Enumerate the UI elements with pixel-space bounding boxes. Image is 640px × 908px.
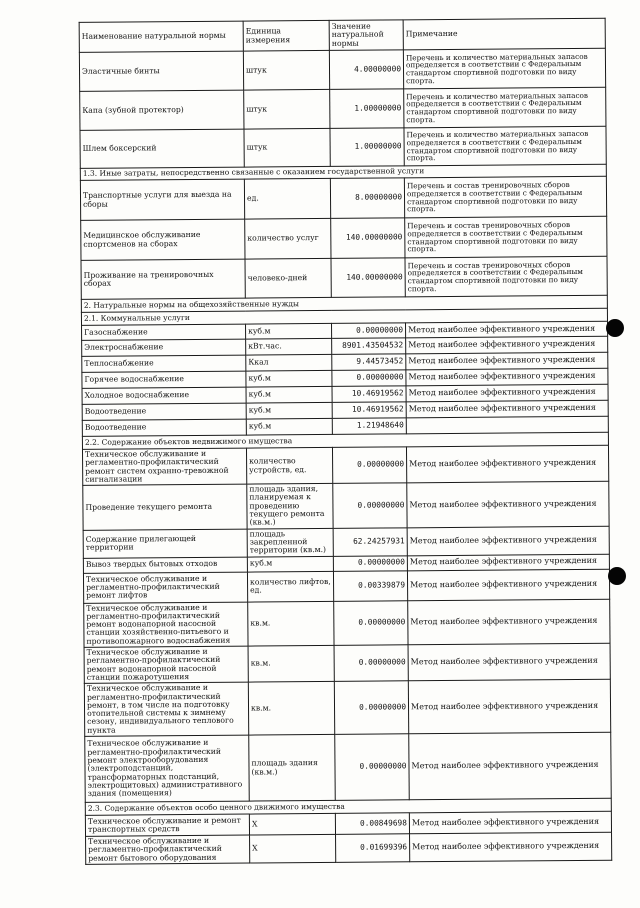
row-unit: площадь здания, планируемая к проведению текущего ремонта (кв.м.)	[247, 484, 333, 529]
row-unit: куб.м	[246, 323, 332, 339]
table-row	[80, 176, 606, 220]
row-value: 9.44573452	[332, 354, 406, 371]
row-unit: штук	[243, 50, 329, 90]
row-note: Метод наиболее эффективного учреждения	[409, 811, 611, 834]
row-value: 140.00000000	[331, 218, 405, 259]
row-name: Медицинское обслуживание спортсменов на сборах	[81, 219, 245, 260]
norms-table	[79, 18, 613, 865]
row-name: Техническое обслуживание и регламентно-профилактический ремонт водонапорной насосной станции пожаротушения	[84, 646, 248, 683]
row-value: 0.00339879	[333, 570, 407, 601]
row-note: Метод наиболее эффективного учреждения	[409, 732, 612, 800]
row-unit: кВт.час.	[246, 338, 332, 355]
row-note: Перечень и количество материальных запасов определяется в соответствии с Федеральным стандартом спортивной подготовки по виду спорта.	[404, 126, 606, 166]
header-name: Наименование натуральной нормы	[79, 21, 243, 52]
row-note: Метод наиболее эффективного учреждения	[410, 832, 612, 861]
row-name: Газоснабжение	[82, 324, 246, 340]
row-value: 140.00000000	[331, 258, 405, 298]
header-unit: Единица измерения	[243, 20, 329, 51]
row-note: Перечень и количество материальных запасов определяется в соответствии с Федеральным стандартом спортивной подготовки по виду спорта.	[404, 87, 606, 128]
table-row	[79, 48, 605, 91]
row-unit: ед.	[244, 178, 330, 219]
row-name: Проживание на тренировочных сборах	[81, 259, 245, 299]
row-value: 1.00000000	[330, 89, 404, 129]
row-name: Содержание прилегающей территории	[83, 529, 247, 558]
section-2-3-title: 2.3. Содержание объектов особо ценного движимого имущества	[85, 798, 611, 815]
row-unit: куб.м	[246, 386, 332, 403]
section-1-3-title: 1.3. Иные затраты, непосредственно связанные с оказанием государственной услуги	[80, 164, 606, 180]
row-note: Метод наиболее эффективного учреждения	[406, 336, 608, 354]
row-unit: куб.м	[246, 402, 332, 419]
row-note: Метод наиболее эффективного учреждения	[407, 569, 609, 601]
punch-hole-upper	[606, 319, 624, 337]
table-row	[80, 126, 606, 168]
section-2-2-title: 2.2. Содержание объектов недвижимого имущества	[82, 432, 608, 449]
row-unit: площадь здания (кв.м.)	[249, 734, 336, 801]
row-value: 4.00000000	[329, 50, 403, 90]
table-row	[83, 569, 609, 603]
row-unit: количество услуг	[245, 218, 331, 259]
row-value: 8901.43504532	[332, 338, 406, 355]
table-row	[80, 87, 606, 130]
row-unit: кв.м.	[248, 601, 334, 646]
row-note: Метод наиболее эффективного учреждения	[406, 384, 608, 402]
row-name: Капа (зубной протектор)	[80, 90, 244, 130]
table-row	[84, 679, 610, 736]
table-row	[83, 481, 609, 530]
row-unit: куб.м	[246, 370, 332, 387]
row-note: Метод наиболее эффективного учреждения	[408, 599, 610, 645]
row-note: Метод наиболее эффективного учреждения	[408, 679, 610, 733]
row-unit: штук	[244, 89, 330, 129]
row-name: Техническое обслуживание и регламентно-профилактический ремонт лифтов	[83, 572, 247, 603]
header-value: Значение натуральной нормы	[329, 20, 403, 51]
row-value: 0.00000000	[335, 734, 410, 801]
row-note: Перечень и состав тренировочных сборов определяется в соответствии с Федеральным стандартом спортивной подготовки по виду спорта.	[404, 176, 606, 218]
row-value: 0.00849698	[335, 813, 409, 835]
row-unit: Х	[250, 834, 336, 863]
row-value: 0.00000000	[332, 447, 406, 484]
row-name: Водоотведение	[82, 403, 246, 420]
row-name: Техническое обслуживание и регламентно-профилактический ремонт электрооборудования (электроподстанций, трансформаторных подстанций, электрощитовых) административного здания (помещения)	[85, 735, 250, 802]
table-row	[85, 732, 612, 802]
section-2-title: 2. Натуральные нормы на общехозяйственные нужды	[81, 295, 607, 312]
row-note: Метод наиболее эффективного учреждения	[407, 481, 609, 527]
row-note: Метод наиболее эффективного учреждения	[406, 400, 608, 418]
row-unit: количество лифтов, ед.	[247, 571, 333, 602]
row-value: 8.00000000	[330, 178, 404, 219]
row-value: 0.01699396	[336, 834, 410, 862]
row-name: Теплоснабжение	[82, 355, 246, 372]
row-unit: куб.м	[247, 556, 333, 572]
row-value: 1.00000000	[330, 128, 404, 167]
row-name: Транспортные услуги для выезда на сборы	[80, 179, 244, 220]
row-note	[406, 416, 608, 434]
row-name: Эластичные бинты	[79, 51, 243, 91]
row-name: Водоотведение	[82, 419, 246, 436]
row-value: 1.21948640	[332, 418, 406, 435]
table-header-row	[79, 18, 605, 52]
row-name: Проведение текущего ремонта	[83, 484, 247, 530]
row-unit: куб.м	[246, 418, 332, 435]
row-note: Метод наиболее эффективного учреждения	[406, 368, 608, 386]
row-value: 0.00000000	[334, 645, 408, 682]
row-name: Техническое обслуживание и регламентно-профилактический ремонт водонапорной насосной станции хозяйственно-питьевого и противопожарного водоснабжения	[84, 602, 248, 648]
row-unit: штук	[244, 128, 330, 167]
table-row	[84, 599, 610, 648]
punch-hole-lower	[608, 567, 626, 585]
row-unit: человеко-дней	[245, 258, 331, 298]
row-name: Техническое обслуживание и регламентно-профилактический ремонт систем охранно-тревожной сигнализации	[82, 448, 246, 485]
row-note: Перечень и состав тренировочных сборов определяется в соответствии с Федеральным стандартом спортивной подготовки по виду спорта.	[405, 256, 607, 297]
table-row	[83, 526, 609, 558]
header-note: Примечание	[403, 18, 605, 50]
row-name: Вывоз твердых бытовых отходов	[83, 557, 247, 573]
row-value: 0.00000000	[334, 600, 408, 645]
row-note: Метод наиболее эффективного учреждения	[406, 445, 608, 483]
row-name: Техническое обслуживание и регламентно-профилактический ремонт, в том числе на подготовку отопительной системы к зимнему сезону, индивидуального теплового пункта	[84, 682, 248, 736]
row-note: Перечень и количество материальных запасов определяется в соответствии с Федеральным стандартом спортивной подготовки по виду спорта.	[403, 48, 605, 89]
row-note: Метод наиболее эффективного учреждения	[407, 526, 609, 555]
table-row	[86, 832, 612, 864]
table-row	[82, 445, 608, 485]
table-row	[84, 643, 610, 683]
row-value: 62.24257931	[333, 527, 407, 555]
row-name: Техническое обслуживание и регламентно-профилактический ремонт бытового оборудования	[86, 835, 250, 864]
row-name: Электроснабжение	[82, 339, 246, 356]
table-row	[81, 216, 607, 260]
row-value: 10.46919562	[332, 402, 406, 419]
row-value: 10.46919562	[332, 386, 406, 403]
row-unit: кв.м.	[248, 682, 334, 735]
row-name: Шлем боксерский	[80, 129, 244, 168]
row-value: 0.00000000	[333, 483, 407, 528]
row-unit: количество устройств, ед.	[246, 447, 332, 484]
row-unit: кв.м.	[248, 645, 334, 682]
row-value: 0.00000000	[332, 370, 406, 387]
row-unit: Х	[249, 813, 335, 835]
row-name: Техническое обслуживание и ремонт транспортных средств	[85, 814, 249, 836]
row-note: Перечень и состав тренировочных сборов определяется в соответствии с Федеральным стандартом спортивной подготовки по виду спорта.	[405, 216, 607, 258]
row-unit: площадь закрепленной территории (кв.м.)	[247, 528, 333, 557]
row-value: 0.00000000	[333, 555, 407, 571]
row-name: Холодное водоснабжение	[82, 387, 246, 404]
row-note: Метод наиболее эффективного учреждения	[406, 352, 608, 370]
row-name: Горячее водоснабжение	[82, 371, 246, 388]
section-2-1-title: 2.1. Коммунальные услуги	[81, 308, 607, 325]
row-value: 0.00000000	[332, 323, 406, 339]
row-note: Метод наиболее эффективного учреждения	[406, 321, 608, 338]
row-value: 0.00000000	[334, 681, 408, 734]
row-unit: Ккал	[246, 354, 332, 371]
row-note: Метод наиболее эффективного учреждения	[407, 554, 609, 571]
table-row	[81, 256, 607, 299]
row-note: Метод наиболее эффективного учреждения	[408, 643, 610, 681]
